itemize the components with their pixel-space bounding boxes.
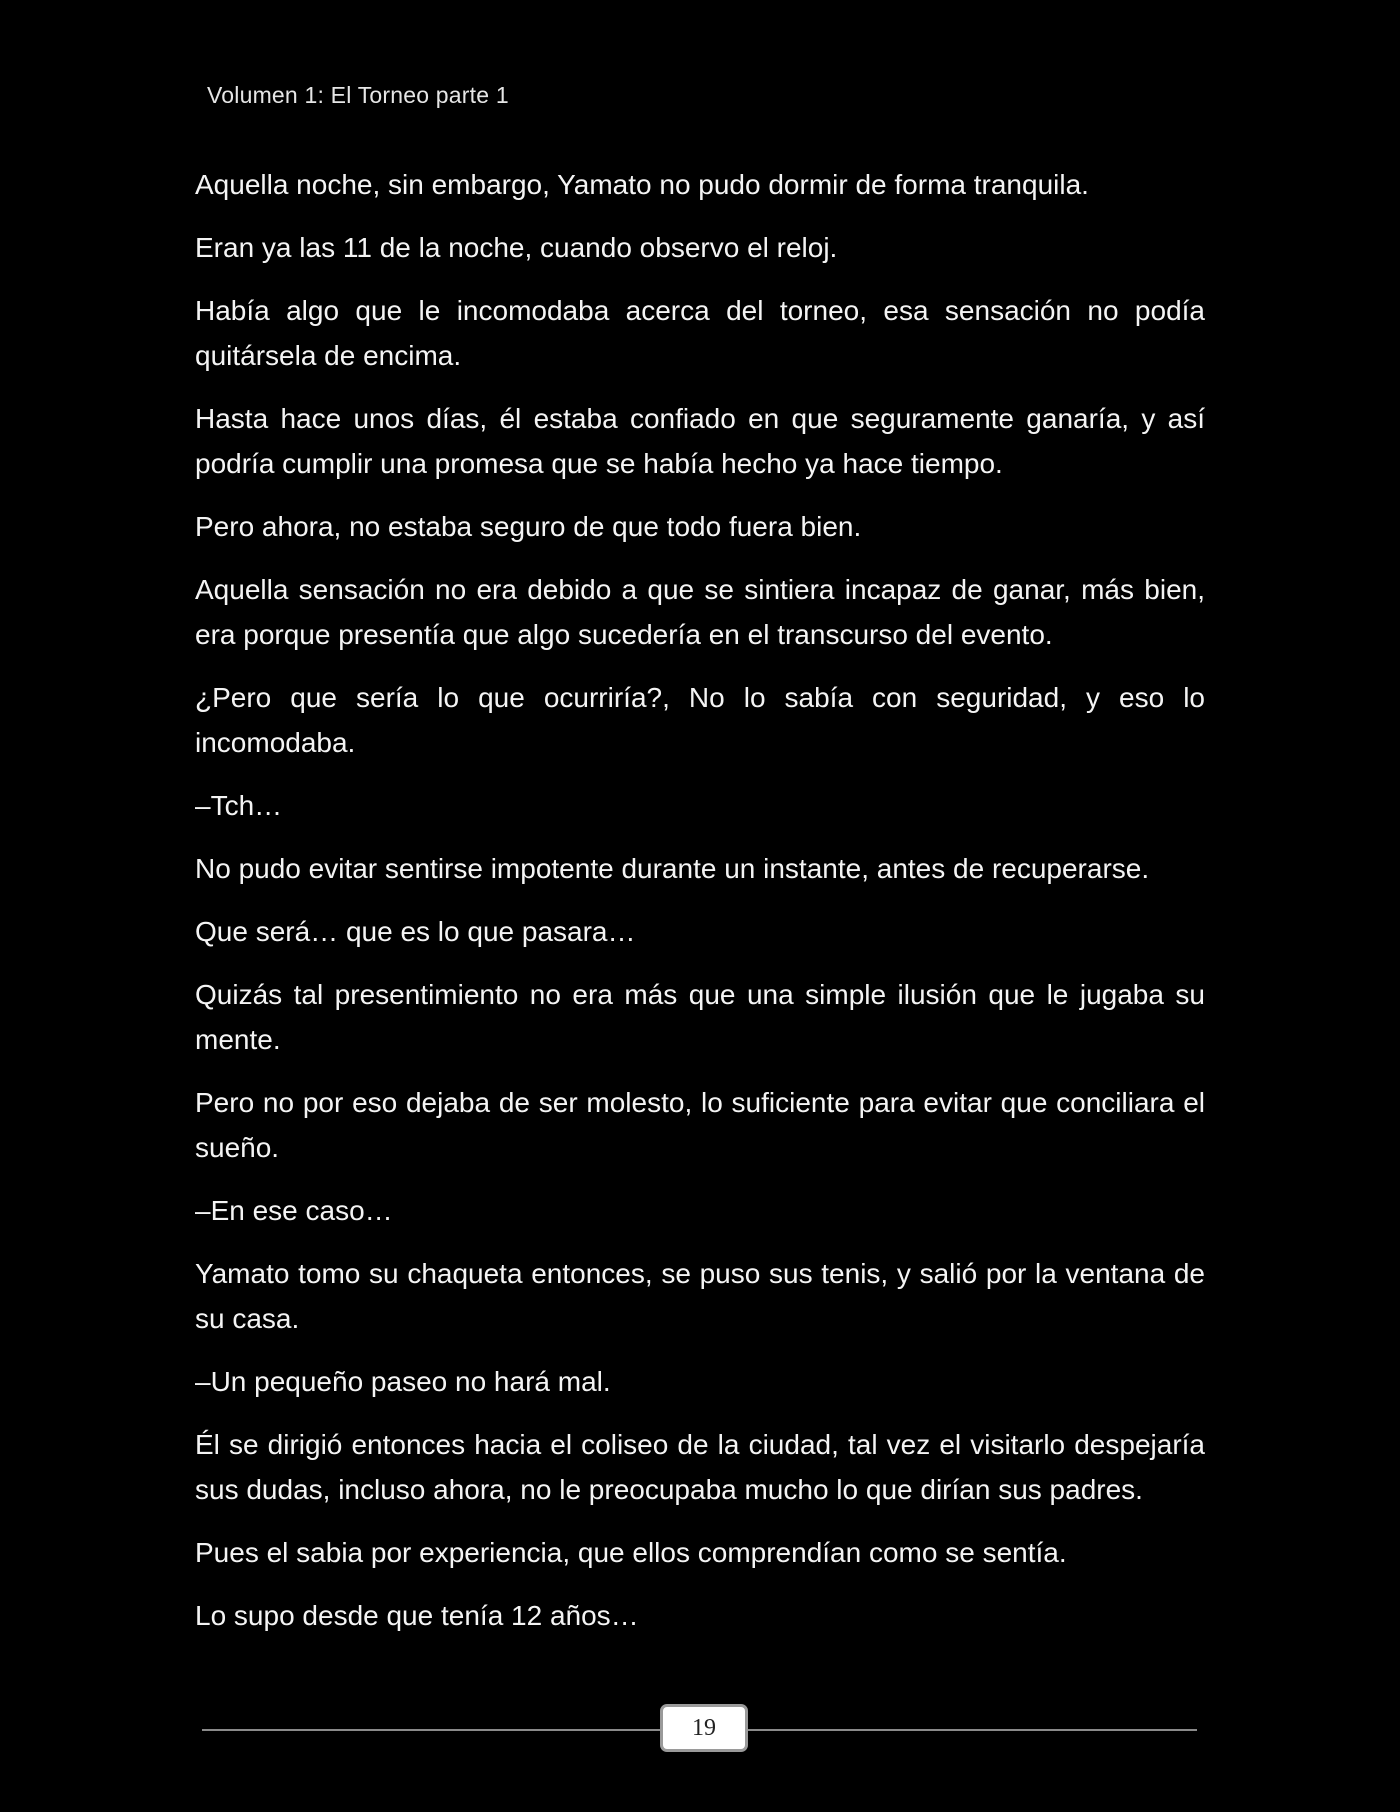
paragraph: Eran ya las 11 de la noche, cuando observo el reloj. <box>195 232 838 263</box>
paragraph: Hasta hace unos días, él estaba confiado en que seguramente ganaría, y así podría cumplir una promesa que se había hecho ya hace tiempo. <box>195 403 1205 479</box>
paragraph: Que será… que es lo que pasara… <box>195 916 636 947</box>
page-header-title: Volumen 1: El Torneo parte 1 <box>207 82 509 108</box>
page-footer <box>202 1704 1197 1756</box>
paragraph: Quizás tal presentimiento no era más que una simple ilusión que le jugaba su mente. <box>195 979 1205 1055</box>
paragraph: Había algo que le incomodaba acerca del torneo, esa sensación no podía quitársela de encima. <box>195 295 1205 371</box>
page-number-box <box>660 1704 748 1752</box>
paragraph: –Tch… <box>195 790 283 821</box>
paragraph: ¿Pero que sería lo que ocurriría?, No lo sabía con seguridad, y eso lo incomodaba. <box>195 682 1205 758</box>
paragraph: Él se dirigió entonces hacia el coliseo de la ciudad, tal vez el visitarlo despejaría sus dudas, incluso ahora, no le preocupaba mucho lo que dirían sus padres. <box>195 1429 1205 1505</box>
paragraph: Yamato tomo su chaqueta entonces, se puso sus tenis, y salió por la ventana de su casa. <box>195 1258 1205 1334</box>
body-text <box>195 162 1205 1656</box>
paragraph: Pero no por eso dejaba de ser molesto, lo suficiente para evitar que conciliara el sueño. <box>195 1087 1205 1163</box>
paragraph: Aquella noche, sin embargo, Yamato no pudo dormir de forma tranquila. <box>195 169 1089 200</box>
footer-divider-right <box>748 1729 1197 1731</box>
paragraph: No pudo evitar sentirse impotente durante un instante, antes de recuperarse. <box>195 853 1150 884</box>
paragraph: Lo supo desde que tenía 12 años… <box>195 1600 639 1631</box>
paragraph: Pero ahora, no estaba seguro de que todo fuera bien. <box>195 511 862 542</box>
paragraph: –En ese caso… <box>195 1195 393 1226</box>
footer-divider-left <box>202 1729 662 1731</box>
page-number: 19 <box>692 1714 716 1741</box>
paragraph: Pues el sabia por experiencia, que ellos comprendían como se sentía. <box>195 1537 1067 1568</box>
paragraph: Aquella sensación no era debido a que se sintiera incapaz de ganar, más bien, era porque presentía que algo sucedería en el transcurso del evento. <box>195 574 1205 650</box>
paragraph: –Un pequeño paseo no hará mal. <box>195 1366 611 1397</box>
